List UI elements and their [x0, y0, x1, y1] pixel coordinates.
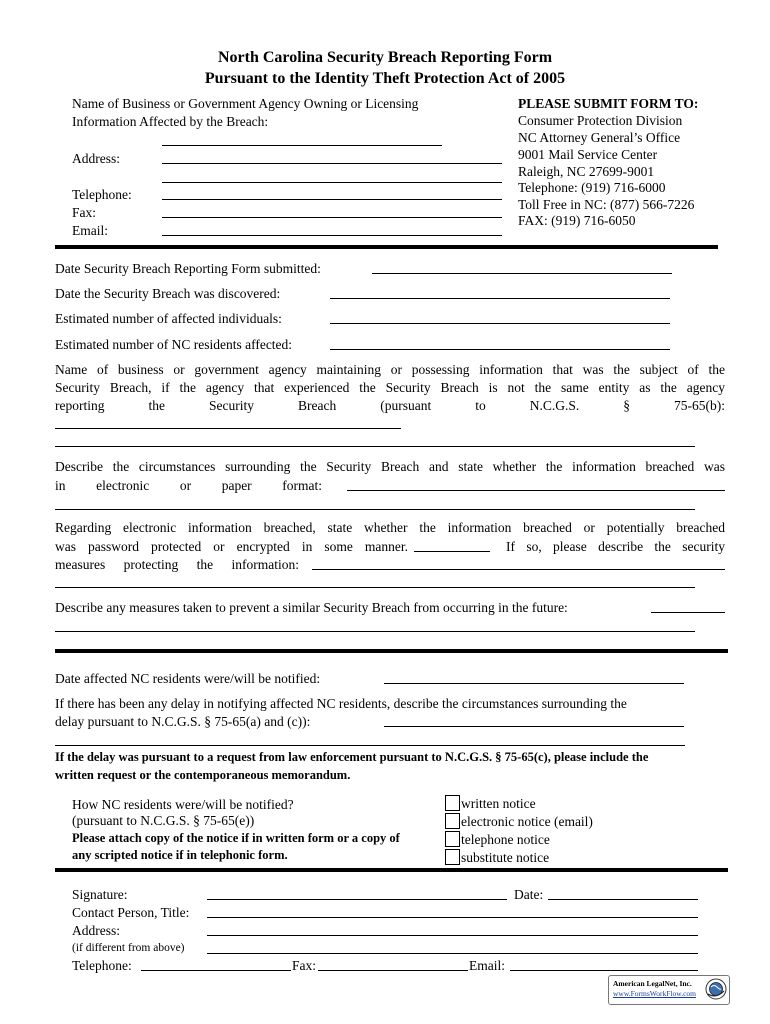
date-label: Date:: [514, 887, 544, 902]
submit-line: Telephone: (919) 716-6000: [518, 180, 666, 195]
globe-icon: [705, 978, 727, 1000]
para1-line2: Security Breach, if the agency that experienced the Security Breach is not the same entity as the agency: [55, 380, 725, 395]
sig-fax-field[interactable]: [318, 970, 468, 971]
sig-address-field-1[interactable]: [207, 935, 698, 936]
circumstances-field-1[interactable]: [347, 490, 725, 491]
para4: Describe any measures taken to prevent a similar Security Breach from occurring in the future:: [55, 600, 568, 615]
section-divider: [55, 245, 718, 249]
delay-line1: If there has been any delay in notifying affected NC residents, describe the circumstances surrounding the: [55, 696, 627, 711]
para1-line3: reporting the Security Breach (pursuant to N.C.G.S. § 75-65(b):: [55, 398, 725, 413]
date-field[interactable]: [548, 899, 698, 900]
security-measures-field-1[interactable]: [312, 569, 725, 570]
sig-telephone-label: Telephone:: [72, 958, 132, 973]
telephone-label: Telephone:: [72, 187, 132, 202]
submit-heading: PLEASE SUBMIT FORM TO:: [518, 96, 699, 111]
electronic-notice-checkbox[interactable]: [445, 813, 460, 829]
written-notice-checkbox[interactable]: [445, 795, 460, 811]
submit-line: 9001 Mail Service Center: [518, 147, 658, 162]
signature-field[interactable]: [207, 899, 507, 900]
submit-line: Toll Free in NC: (877) 566-7226: [518, 197, 695, 212]
different-label: (if different from above): [72, 942, 185, 954]
attach-notice-line2: any scripted notice if in telephonic form.: [72, 848, 288, 862]
prevention-field-2[interactable]: [55, 631, 695, 632]
fax-field[interactable]: [162, 217, 502, 218]
submit-line: NC Attorney General’s Office: [518, 130, 681, 145]
written-notice-label: written notice: [461, 796, 536, 811]
nc-residents-field[interactable]: [330, 349, 670, 350]
footer-url[interactable]: www.FormsWorkFlow.com: [613, 989, 697, 998]
how-notified-line1: How NC residents were/will be notified?: [72, 797, 294, 812]
date-submitted-label: Date Security Breach Reporting Form submitted:: [55, 261, 321, 276]
section-divider: [55, 649, 728, 653]
how-notified-line2: (pursuant to N.C.G.S. § 75-65(e)): [72, 813, 255, 828]
agency-field-1[interactable]: [55, 428, 401, 429]
sig-email-label: Email:: [469, 958, 505, 973]
prevention-field-1[interactable]: [651, 612, 725, 613]
name-field[interactable]: [162, 145, 442, 146]
address-field-2[interactable]: [162, 182, 502, 183]
substitute-notice-label: substitute notice: [461, 850, 550, 865]
contact-label: Contact Person, Title:: [72, 905, 190, 920]
email-label: Email:: [72, 223, 108, 238]
telephone-notice-label: telephone notice: [461, 832, 550, 847]
sig-email-field[interactable]: [510, 970, 698, 971]
circumstances-field-2[interactable]: [55, 509, 695, 510]
agency-field-2[interactable]: [55, 446, 695, 447]
name-label-line2: Information Affected by the Breach:: [72, 114, 269, 129]
para2-line2: in electronic or paper format:: [55, 478, 322, 493]
footer-logo: [608, 975, 730, 1005]
sig-telephone-field[interactable]: [141, 970, 291, 971]
date-notified-label: Date affected NC residents were/will be notified:: [55, 671, 321, 686]
date-discovered-field[interactable]: [330, 298, 670, 299]
para3-line2a: was password protected or encrypted in some manner.: [55, 539, 408, 554]
para3-line3: measures protecting the information:: [55, 557, 299, 572]
para2-line1: Describe the circumstances surrounding the Security Breach and state whether the information breached was: [55, 459, 725, 474]
para3-line2b: If so, please describe the security: [506, 539, 725, 554]
email-field[interactable]: [162, 235, 502, 236]
para1-line1: Name of business or government agency maintaining or possessing information that was the subject of the: [55, 362, 725, 377]
law-enforcement-line1: If the delay was pursuant to a request from law enforcement pursuant to N.C.G.S. § 75-65(c), please include the: [55, 750, 649, 764]
delay-field-2[interactable]: [55, 745, 685, 746]
date-discovered-label: Date the Security Breach was discovered:: [55, 286, 281, 301]
submit-line: Raleigh, NC 27699-9001: [518, 164, 655, 179]
para3-line1: Regarding electronic information breached, state whether the information breached or potentially breached: [55, 520, 725, 535]
name-label-line1: Name of Business or Government Agency Owning or Licensing: [72, 96, 419, 111]
date-submitted-field[interactable]: [372, 273, 672, 274]
delay-line2: delay pursuant to N.C.G.S. § 75-65(a) and (c)):: [55, 714, 311, 729]
password-protected-field[interactable]: [414, 551, 490, 552]
sig-fax-label: Fax:: [292, 958, 317, 973]
footer-company: American LegalNet, Inc.: [613, 979, 692, 988]
nc-residents-label: Estimated number of NC residents affected:: [55, 337, 293, 352]
address-field-1[interactable]: [162, 163, 502, 164]
submit-line: Consumer Protection Division: [518, 113, 683, 128]
form-subtitle: Pursuant to the Identity Theft Protection Act of 2005: [204, 70, 566, 87]
sig-address-label: Address:: [72, 923, 120, 938]
form-title: North Carolina Security Breach Reporting Form: [217, 49, 553, 66]
substitute-notice-checkbox[interactable]: [445, 849, 460, 865]
delay-field-1[interactable]: [384, 726, 684, 727]
law-enforcement-line2: written request or the contemporaneous memorandum.: [55, 768, 351, 782]
affected-individuals-label: Estimated number of affected individuals:: [55, 311, 282, 326]
attach-notice-line1: Please attach copy of the notice if in written form or a copy of: [72, 831, 400, 845]
section-divider: [55, 868, 728, 872]
signature-label: Signature:: [72, 887, 128, 902]
date-notified-field[interactable]: [384, 683, 684, 684]
electronic-notice-label: electronic notice (email): [461, 814, 593, 829]
security-measures-field-2[interactable]: [55, 587, 695, 588]
submit-line: FAX: (919) 716-6050: [518, 213, 636, 228]
affected-individuals-field[interactable]: [330, 323, 670, 324]
telephone-notice-checkbox[interactable]: [445, 831, 460, 847]
telephone-field[interactable]: [162, 199, 502, 200]
address-label: Address:: [72, 151, 120, 166]
contact-field[interactable]: [207, 917, 698, 918]
fax-label: Fax:: [72, 205, 97, 220]
sig-address-field-2[interactable]: [207, 953, 698, 954]
